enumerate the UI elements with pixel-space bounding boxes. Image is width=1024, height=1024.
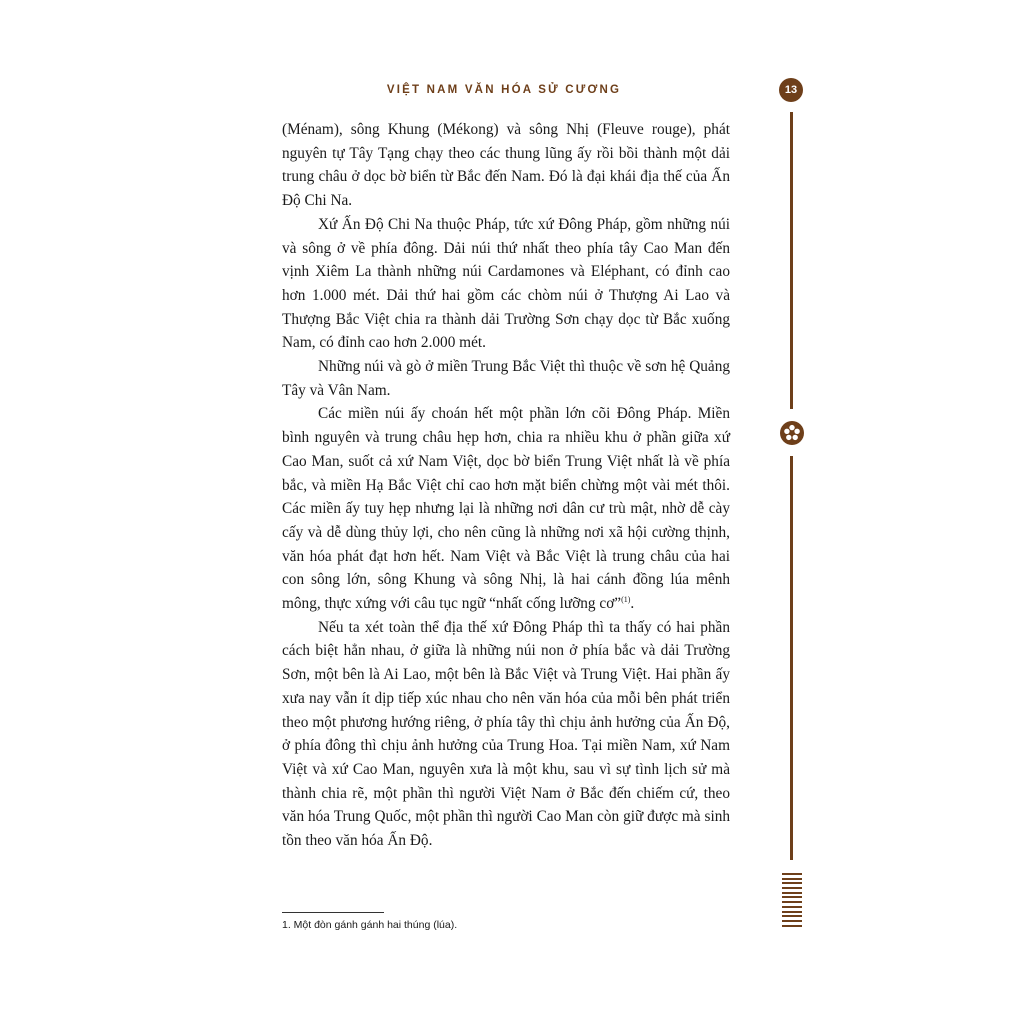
paragraph-5: Nếu ta xét toàn thể địa thế xứ Đông Pháp thì ta thấy có hai phần cách biệt hẳn nhau, ở giữa là những núi non ở phía bắc và dải Trường Sơn, một bên là Ai Lao, một bên là Bắc Việt và Trung Việt. Hai phần ấy xưa nay vẫn ít dịp tiếp xúc nhau cho nên văn hóa của mỗi bên phát triển theo một phương hướng riêng, ở phía tây thì chịu ảnh hưởng của Ấn Độ, ở phía đông thì chịu ảnh hưởng của Trung Hoa. Tại miền Nam, xứ Nam Việt và xứ Cao Man, nguyên xưa là một khu, sau vì sự tình lịch sử mà thành chia rẽ, một phần thì người Việt Nam ở Bắc đến chiếm cứ, theo văn hóa Trung Quốc, một phần thì người Cao Man còn giữ được mà sinh tồn theo văn hóa Ấn Độ. (282, 618, 730, 850)
running-title: VIỆT NAM VĂN HÓA SỬ CƯƠNG (386, 84, 622, 96)
footnote-ref[interactable]: (1) (621, 595, 631, 605)
flower-icon (779, 420, 805, 446)
tally-ornament (782, 873, 802, 929)
paragraph-4-end: . (630, 595, 635, 613)
side-rule-upper (790, 112, 793, 409)
body-text (282, 118, 730, 853)
paragraph-4 (282, 402, 730, 615)
paragraph-3: Những núi và gò ở miền Trung Bắc Việt thì thuộc về sơn hệ Quảng Tây và Vân Nam. (282, 358, 730, 399)
footnote-rule (282, 912, 384, 913)
page-number-badge: 13 (779, 78, 803, 102)
paragraph-2: Xứ Ấn Độ Chi Na thuộc Pháp, tức xứ Đông Pháp, gồm những núi và sông ở về phía đông. Dải núi thứ nhất theo phía tây Cao Man đến vịnh Xiêm La thành những núi Cardamones và Eléphant, có đỉnh cao hơn 1.000 mét. Dải thứ hai gồm các chòm núi ở Thượng Ai Lao và Thượng Bắc Việt chia ra thành dải Trường Sơn chạy dọc từ Bắc xuống Nam, có đỉnh cao hơn 2.000 mét. (282, 215, 730, 352)
side-rule-lower (790, 456, 793, 860)
paragraph-4-text: Các miền núi ấy choán hết một phần lớn cõi Đông Pháp. Miền bình nguyên và trung châu hẹp hơn, chia ra nhiều khu ở phần giữa xứ Cao Man, suốt cả xứ Nam Việt, dọc bờ biển Trung Việt nhất là về phía bắc, và miền Hạ Bắc Việt chỉ cao hơn mặt biển chừng một vài mét thôi. Các miền ấy tuy hẹp nhưng lại là những nơi dân cư trù mật, nhờ dễ cày cấy và dễ dùng thủy lợi, cho nên cũng là những nơi xã hội cường thịnh, văn hóa phát đạt hơn hết. Nam Việt và Bắc Việt là trung châu của hai con sông lớn, sông Khung và sông Nhị, là hai cánh đồng lúa mênh mông, thực xứng với câu tục ngữ “nhất cống lưỡng cơ” (282, 405, 730, 613)
paragraph-1: (Ménam), sông Khung (Mékong) và sông Nhị (Fleuve rouge), phát nguyên tự Tây Tạng chạy theo các thung lũng ấy rồi bồi thành một dải trung châu ở dọc bờ biển từ Bắc đến Nam. Đó là đại khái địa thế của Ấn Độ Chi Na. (282, 121, 730, 210)
footnote: 1. Một đòn gánh gánh hai thúng (lúa). (282, 919, 458, 931)
